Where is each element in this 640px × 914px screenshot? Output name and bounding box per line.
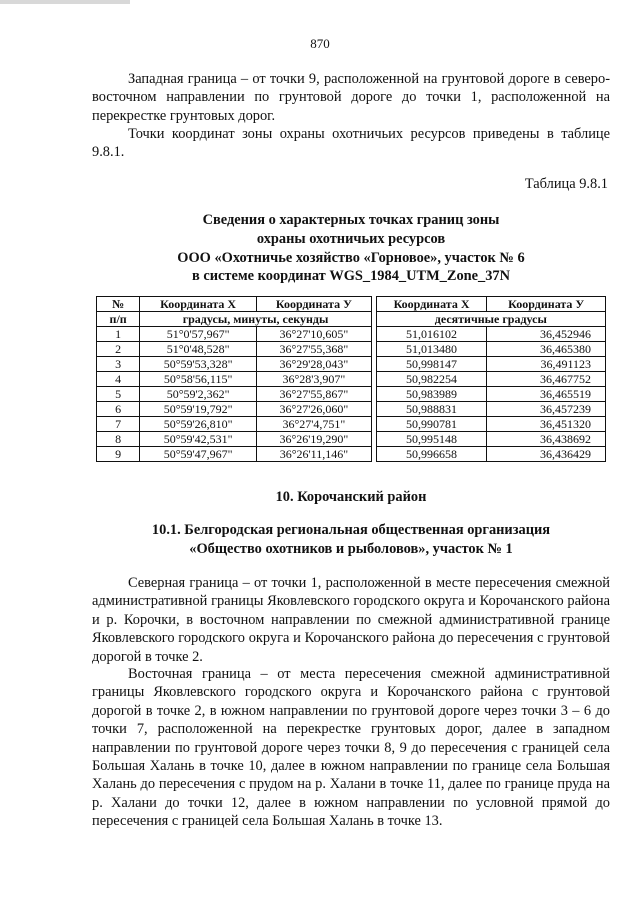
- cell-x-dec: 50,995148: [376, 432, 487, 447]
- table-title-line: охраны охотничьих ресурсов: [256, 230, 446, 247]
- header-dms-units: градусы, минуты, секунды: [140, 312, 372, 327]
- cell-num: 8: [97, 432, 140, 447]
- subsection-title: [92, 521, 610, 559]
- cell-num: 2: [97, 342, 140, 357]
- north-border-paragraph: Северная граница – от точки 1, расположенной в месте пересечения смежной административной границы Яковлевского городского округа и Корочанского района и р. Корочки, в восточном направлении по смежной административной границе Яковлевского городского округа и Корочанского района до пересечения с грунтовой дорогой в точке 2.: [92, 575, 610, 665]
- cell-y-dec: 36,436429: [487, 447, 606, 462]
- table-row: [97, 402, 606, 417]
- table-row: [97, 327, 606, 342]
- coordinates-table: [96, 296, 606, 462]
- subsection-title-line: «Общество охотников и рыболовов», участок № 1: [189, 540, 513, 557]
- table-header-row: [97, 297, 606, 312]
- header-coord-x: Координата Х: [140, 297, 257, 312]
- cell-x-dec: 50,998147: [376, 357, 487, 372]
- cell-x-dec: 51,016102: [376, 327, 487, 342]
- cell-num: 5: [97, 387, 140, 402]
- table-row: [97, 447, 606, 462]
- cell-y-dec: 36,467752: [487, 372, 606, 387]
- table-row: [97, 372, 606, 387]
- cell-x-dms: 50°59'47,967": [140, 447, 257, 462]
- cell-num: 6: [97, 402, 140, 417]
- cell-y-dec: 36,438692: [487, 432, 606, 447]
- cell-y-dms: 36°28'3,907": [257, 372, 372, 387]
- cell-num: 7: [97, 417, 140, 432]
- cell-x-dec: 50,990781: [376, 417, 487, 432]
- table-units-row: [97, 312, 606, 327]
- table-reference: Таблица 9.8.1: [524, 176, 608, 192]
- header-dec-units: десятичные градусы: [376, 312, 605, 327]
- header-num-pp: п/п: [97, 312, 140, 327]
- cell-x-dec: 50,982254: [376, 372, 487, 387]
- table-row: [97, 417, 606, 432]
- cell-num: 3: [97, 357, 140, 372]
- cell-x-dms: 50°59'42,531": [140, 432, 257, 447]
- cell-y-dec: 36,491123: [487, 357, 606, 372]
- cell-num: 9: [97, 447, 140, 462]
- header-coord-y: Координата У: [257, 297, 372, 312]
- table-row: [97, 342, 606, 357]
- table-row: [97, 432, 606, 447]
- table-title: [92, 211, 610, 286]
- east-border-paragraph: Восточная граница – от места пересечения смежной административной границы Яковлевского городского округа и Корочанского района с грунтовой дорогой в точке 2, в южном направлении по грунтовой дороге через точки 3 – 6 до точки 7, расположенной на перекрестке грунтовых дорог, далее в западном направлении по грунтовой дороге через точки 8, 9 до пересечения с границей села Большая Халань в точке 10, далее в южном направлении по границе села Большая Халань до пересечения с прудом на р. Халани в точке 11, далее по границе пруда на р. Халани до точки 12, далее в южном направлении по условной прямой до пересечения с границей села Большая Халань в точке 13.: [92, 666, 610, 830]
- cell-num: 1: [97, 327, 140, 342]
- table-title-line: ООО «Охотничье хозяйство «Горновое», участок № 6: [177, 249, 525, 266]
- cell-x-dms: 51°0'57,967": [140, 327, 257, 342]
- table-title-line: Сведения о характерных точках границ зоны: [202, 212, 500, 228]
- cell-x-dms: 50°59'26,810": [140, 417, 257, 432]
- cell-x-dms: 51°0'48,528": [140, 342, 257, 357]
- subsection-title-line: 10.1. Белгородская региональная общественная организация: [151, 522, 551, 538]
- cell-x-dms: 50°59'19,792": [140, 402, 257, 417]
- cell-y-dms: 36°27'4,751": [257, 417, 372, 432]
- cell-y-dec: 36,451320: [487, 417, 606, 432]
- cell-x-dms: 50°59'2,362": [140, 387, 257, 402]
- cell-x-dec: 51,013480: [376, 342, 487, 357]
- cell-x-dms: 50°59'53,328": [140, 357, 257, 372]
- cell-x-dec: 50,996658: [376, 447, 487, 462]
- cell-num: 4: [97, 372, 140, 387]
- cell-y-dec: 36,457239: [487, 402, 606, 417]
- section-title: 10. Корочанский район: [275, 489, 427, 505]
- cell-y-dms: 36°27'55,867": [257, 387, 372, 402]
- cell-y-dms: 36°27'10,605": [257, 327, 372, 342]
- cell-y-dms: 36°27'26,060": [257, 402, 372, 417]
- cell-y-dms: 36°26'11,146": [257, 447, 372, 462]
- points-note-paragraph: Точки координат зоны охраны охотничьих ресурсов приведены в таблице 9.8.1.: [92, 126, 610, 161]
- cell-y-dec: 36,452946: [487, 327, 606, 342]
- cell-y-dms: 36°29'28,043": [257, 357, 372, 372]
- table-row: [97, 357, 606, 372]
- table-row: [97, 387, 606, 402]
- page-number: 870: [310, 36, 330, 51]
- cell-y-dec: 36,465519: [487, 387, 606, 402]
- west-border-paragraph: Западная граница – от точки 9, расположенной на грунтовой дороге в северо-восточном направлении по грунтовой дороге до точки 1, расположенной на перекрестке грунтовых дорог.: [92, 71, 610, 124]
- cell-x-dec: 50,988831: [376, 402, 487, 417]
- cell-x-dms: 50°58'56,115": [140, 372, 257, 387]
- cell-y-dms: 36°27'55,368": [257, 342, 372, 357]
- cell-x-dec: 50,983989: [376, 387, 487, 402]
- header-dec-x: Координата Х: [376, 297, 487, 312]
- cell-y-dec: 36,465380: [487, 342, 606, 357]
- table-title-line: в системе координат WGS_1984_UTM_Zone_37N: [191, 268, 511, 285]
- table-body: [97, 327, 606, 462]
- cell-y-dms: 36°26'19,290": [257, 432, 372, 447]
- header-dec-y: Координата У: [487, 297, 606, 312]
- header-num: №: [97, 297, 140, 312]
- scan-artifact: [0, 0, 130, 4]
